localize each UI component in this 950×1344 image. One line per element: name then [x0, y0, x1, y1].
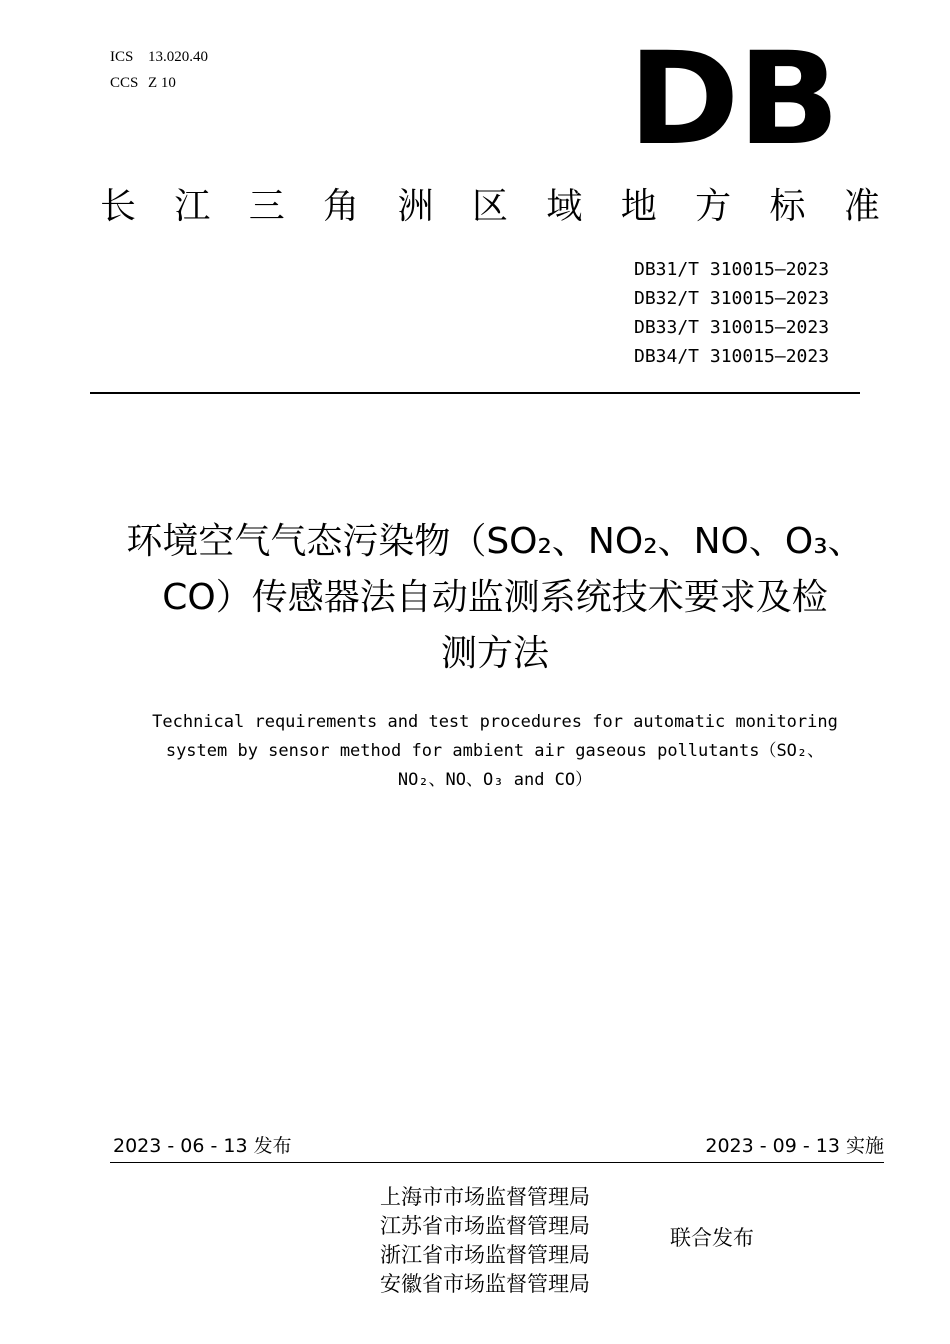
standard-type-char: 地 [620, 186, 657, 227]
issuing-authorities [380, 1183, 590, 1299]
issuer: 江苏省市场监督管理局 [380, 1214, 590, 1238]
ics-label: ICS [110, 49, 134, 65]
ics-code: 13.020.40 [148, 49, 208, 65]
footer-divider [110, 1162, 884, 1163]
standard-type-char: 标 [769, 186, 806, 227]
title-english [110, 708, 880, 795]
standard-type-char: 方 [695, 186, 732, 227]
db-logo: DB [628, 25, 838, 174]
standard-number: DB32/T 310015—2023 [634, 288, 830, 309]
title-en-line: NO₂、NO、O₃ and CO） [397, 770, 593, 790]
implementation-date: 2023 - 09 - 13 实施 [705, 1135, 884, 1157]
header-divider [90, 392, 860, 394]
standard-type-char: 三 [248, 186, 285, 227]
standard-number: DB31/T 310015—2023 [634, 259, 830, 280]
title-chinese [110, 514, 880, 682]
joint-issue-label: 联合发布 [670, 1226, 754, 1250]
standard-number: DB33/T 310015—2023 [634, 317, 830, 338]
standard-type-char: 准 [843, 186, 880, 227]
standard-type-char: 长 [100, 186, 137, 227]
standard-type-char: 角 [323, 186, 360, 227]
standard-type-char: 洲 [397, 186, 434, 227]
ccs-code: Z 10 [148, 75, 176, 91]
standard-number: DB34/T 310015—2023 [634, 346, 830, 367]
title-cn-line: CO）传感器法自动监测系统技术要求及检 [162, 577, 828, 618]
title-cn-line: 环境空气气态污染物（SO₂、NO₂、NO、O₃、 [126, 521, 864, 562]
standard-numbers [634, 255, 829, 371]
classification-codes [110, 44, 208, 96]
ccs-label: CCS [110, 75, 139, 91]
title-en-line: system by sensor method for ambient air gaseous pollutants（SO₂、 [165, 741, 825, 761]
standard-type-char: 区 [471, 186, 508, 227]
ics-row [110, 44, 208, 70]
standard-type-heading [100, 182, 880, 232]
title-cn-line: 测方法 [440, 633, 549, 674]
issuer: 安徽省市场监督管理局 [380, 1272, 590, 1296]
standard-type-char: 江 [174, 186, 211, 227]
title-en-line: Technical requirements and test procedures for automatic monitoring [152, 712, 838, 732]
issue-date: 2023 - 06 - 13 发布 [113, 1135, 292, 1157]
standard-type-char: 域 [546, 186, 583, 227]
ccs-row [110, 70, 208, 96]
issuer: 上海市市场监督管理局 [380, 1185, 590, 1209]
issuer: 浙江省市场监督管理局 [380, 1243, 590, 1267]
